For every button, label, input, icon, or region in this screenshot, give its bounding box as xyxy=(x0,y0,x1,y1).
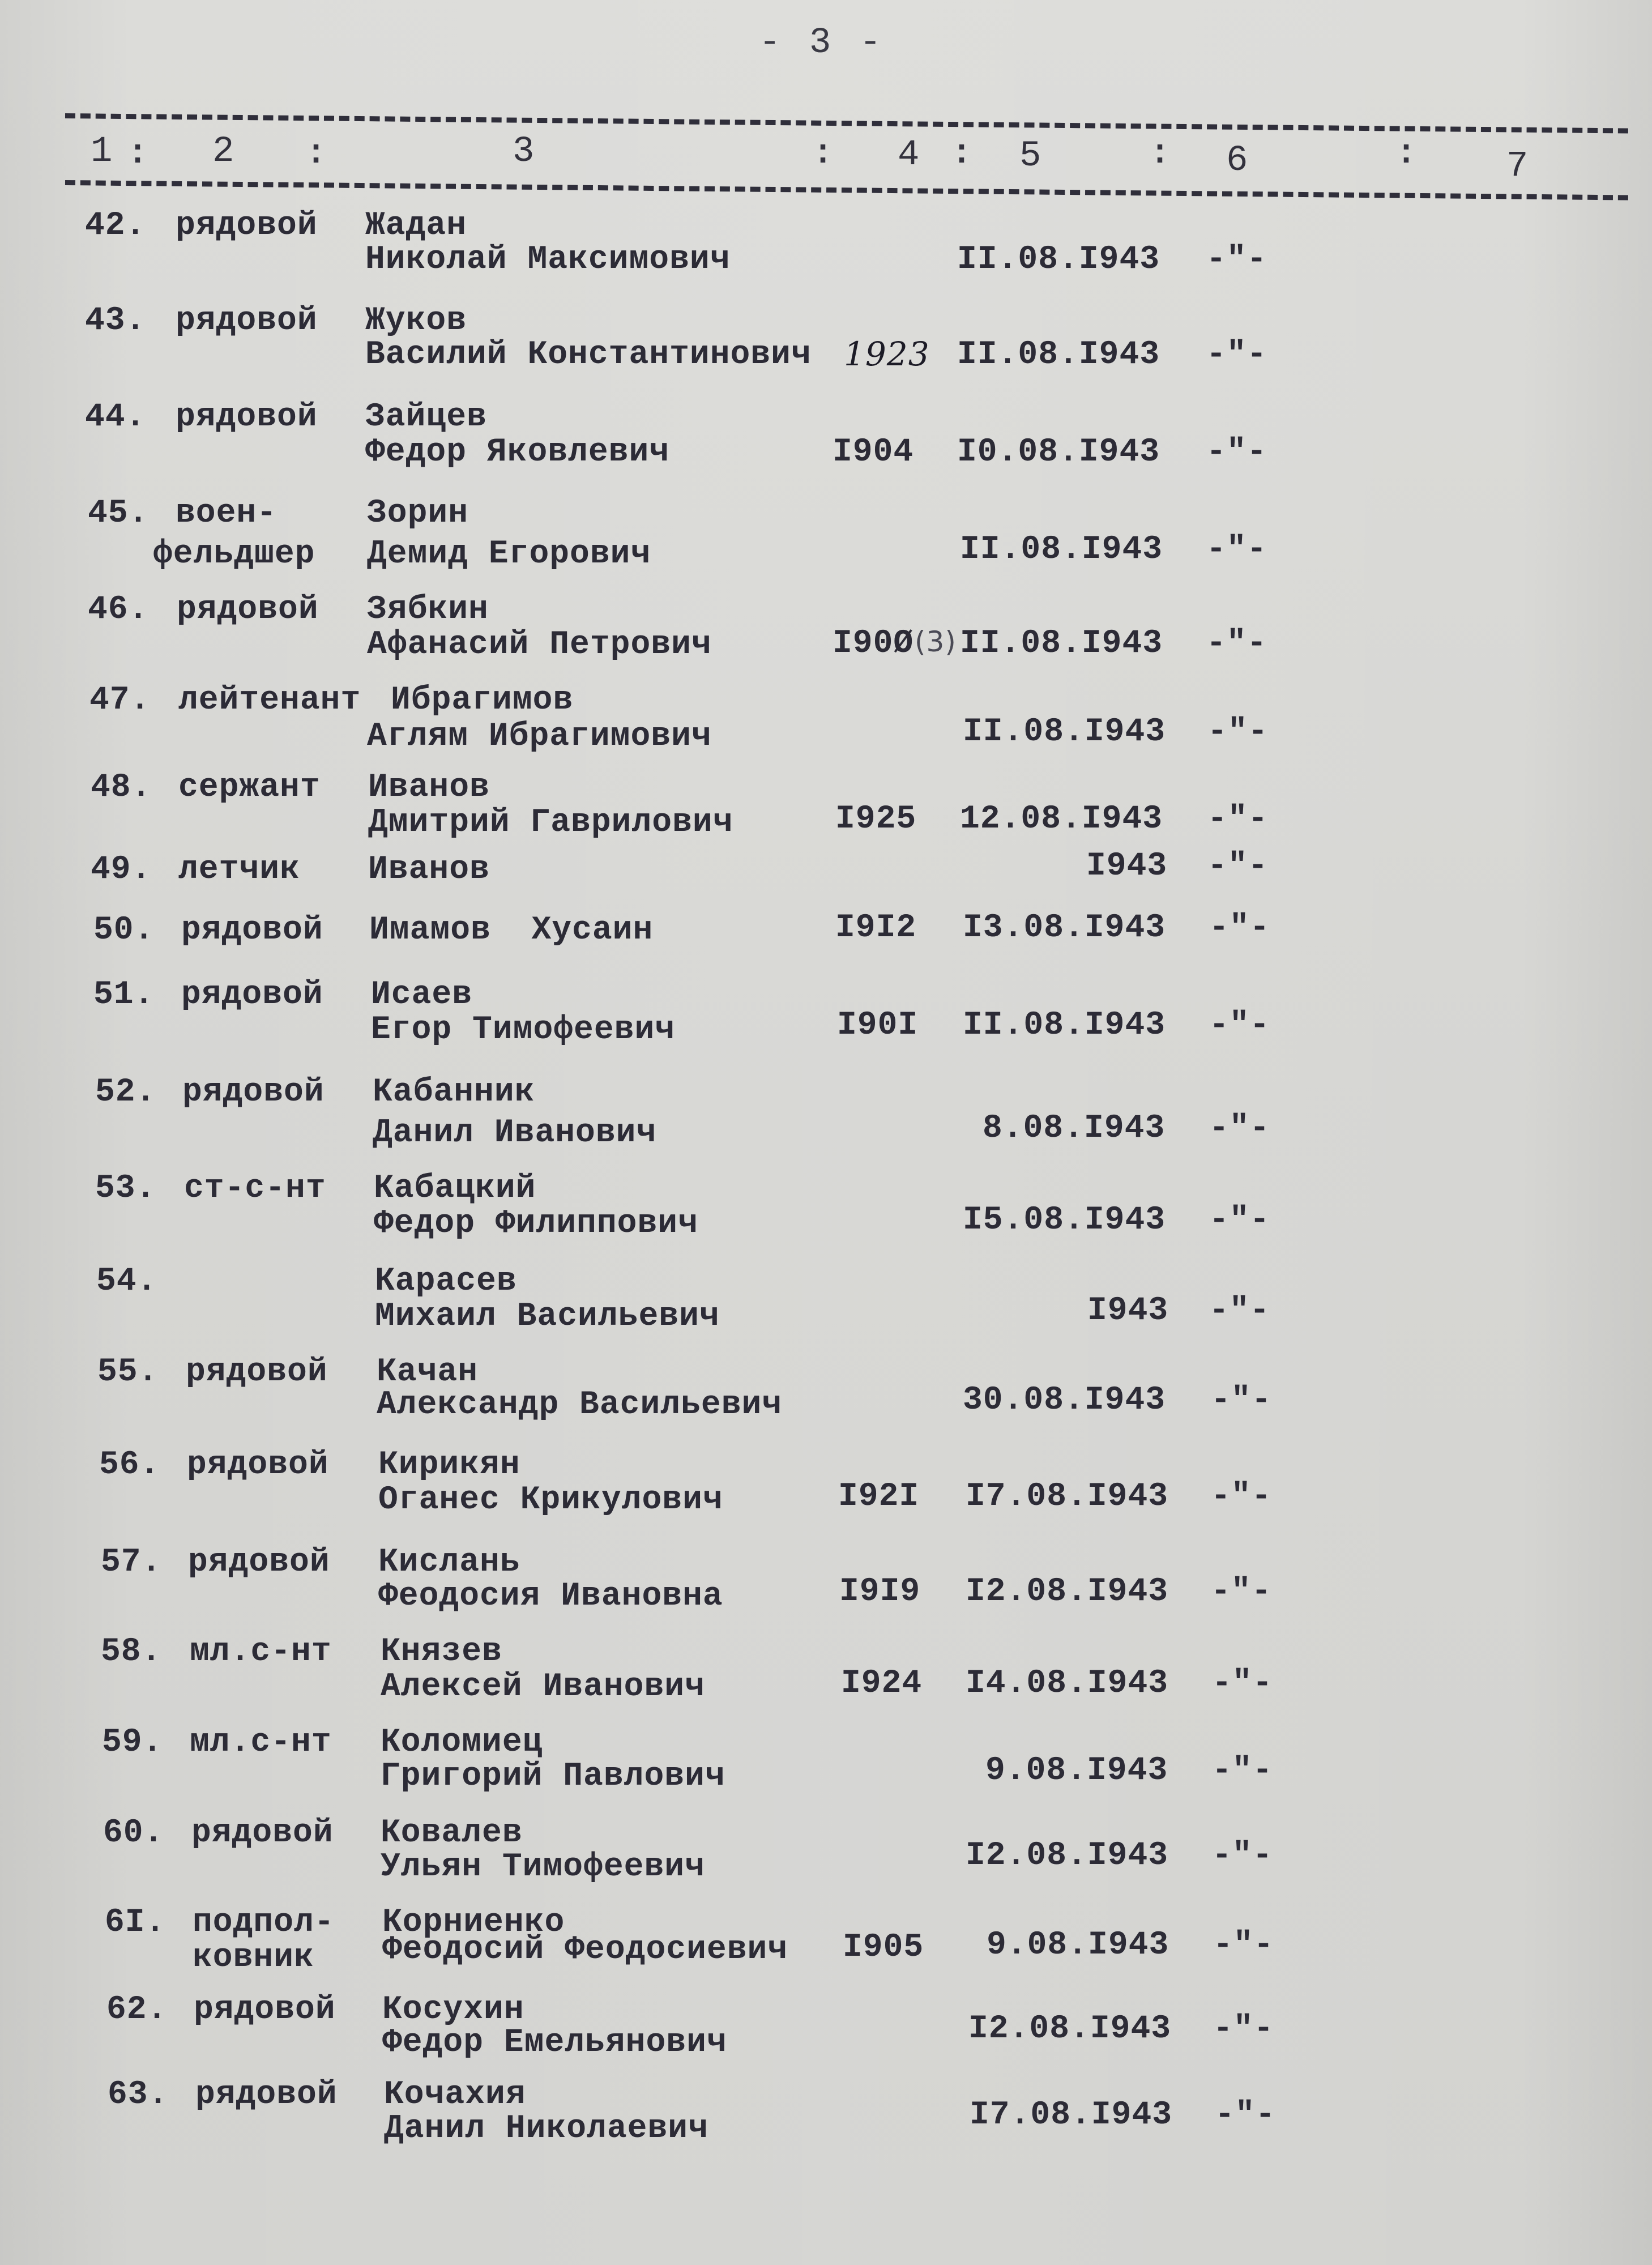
entry-birth-year: I92I xyxy=(838,1478,920,1515)
entry-rank: рядовой xyxy=(181,976,323,1013)
entry-surname: Кочахия xyxy=(384,2076,526,2113)
entry-number: 52. xyxy=(95,1074,156,1111)
entry-number: 45. xyxy=(88,495,149,532)
entry-rank-line2: фельдшер xyxy=(153,536,315,573)
entry-date: I2.08.I943 xyxy=(966,1573,1169,1610)
entry-number: 57. xyxy=(101,1544,162,1581)
entry-rank: рядовой xyxy=(176,207,318,244)
entry-rank: рядовой xyxy=(194,1991,336,2028)
entry-place-ditto: -"- xyxy=(1209,1007,1270,1044)
entry-date: I2.08.I943 xyxy=(968,2011,1172,2048)
entry-given-names: Федор Филиппович xyxy=(374,1205,698,1242)
entry-place-ditto: -"- xyxy=(1207,714,1269,750)
entry-surname: Имамов Хусаин xyxy=(369,912,654,949)
entry-place-ditto: -"- xyxy=(1212,1837,1273,1874)
entry-number: 6I. xyxy=(105,1904,166,1941)
entry-given-names: Федор Яковлевич xyxy=(365,434,670,471)
entry-birth-year-pencil-note: (3) xyxy=(915,625,957,658)
entry-date: II.08.I943 xyxy=(957,241,1160,278)
entry-number: 56. xyxy=(99,1447,160,1483)
entry-number: 60. xyxy=(103,1815,164,1852)
entry-number: 42. xyxy=(85,207,146,244)
entry-place-ditto: -"- xyxy=(1211,1573,1272,1610)
entry-surname: Карасев xyxy=(375,1263,517,1300)
entry-surname: Кабанник xyxy=(373,1074,535,1111)
entry-number: 51. xyxy=(93,976,155,1013)
entry-rank: воен- xyxy=(176,495,278,532)
entry-birth-year: I90Ø xyxy=(833,625,914,662)
header-rule-bottom xyxy=(65,180,1628,200)
entry-rank: рядовой xyxy=(177,591,319,628)
entry-date: I5.08.I943 xyxy=(963,1202,1166,1239)
entry-given-names: Оганес Крикулович xyxy=(378,1482,723,1518)
entry-number: 47. xyxy=(89,682,151,719)
entry-rank: рядовой xyxy=(187,1447,329,1483)
entry-surname: Ибрагимов xyxy=(391,682,574,719)
entry-surname: Кислань xyxy=(378,1544,520,1581)
entry-surname: Зябкин xyxy=(367,591,489,628)
entry-rank: летчик xyxy=(178,851,300,888)
column-header-1: 1 xyxy=(91,131,113,172)
entry-number: 43. xyxy=(85,302,146,339)
entry-place-ditto: -"- xyxy=(1206,625,1267,662)
entry-number: 58. xyxy=(101,1633,162,1670)
entry-surname: Иванов xyxy=(368,769,490,806)
column-separator: : xyxy=(813,135,834,173)
entry-surname: Иванов xyxy=(368,851,490,888)
column-separator: : xyxy=(127,135,148,173)
entry-surname: Косухин xyxy=(382,1991,524,2028)
entry-date: II.08.I943 xyxy=(957,336,1160,373)
entry-place-ditto: -"- xyxy=(1206,531,1267,568)
entry-given-names: Николай Максимович xyxy=(365,241,731,278)
entry-rank: рядовой xyxy=(176,302,318,339)
entry-birth-year-handwritten: 1923 xyxy=(844,335,930,373)
entry-date: II.08.I943 xyxy=(960,531,1163,568)
entry-place-ditto: -"- xyxy=(1211,1478,1272,1515)
entry-place-ditto: -"- xyxy=(1211,1382,1272,1419)
column-header-7: 7 xyxy=(1506,146,1529,187)
entry-given-names: Дмитрий Гаврилович xyxy=(368,804,733,841)
entry-birth-year: I924 xyxy=(841,1665,923,1702)
entry-rank-line2: ковник xyxy=(193,1939,314,1976)
entry-place-ditto: -"- xyxy=(1209,1202,1270,1239)
entry-number: 55. xyxy=(97,1354,159,1390)
entry-date: 8.08.I943 xyxy=(983,1110,1166,1147)
entry-given-names: Егор Тимофеевич xyxy=(371,1012,676,1048)
entry-surname: Зорин xyxy=(367,495,469,532)
entry-rank: лейтенант xyxy=(178,682,361,719)
entry-birth-year: I904 xyxy=(833,434,914,471)
entry-date: I0.08.I943 xyxy=(957,434,1160,471)
entry-rank: рядовой xyxy=(191,1815,334,1852)
entry-given-names: Демид Егорович xyxy=(367,536,651,573)
column-header-5: 5 xyxy=(1019,136,1041,177)
column-separator: : xyxy=(1150,135,1171,173)
entry-rank: рядовой xyxy=(186,1354,328,1390)
column-separator: : xyxy=(306,135,327,173)
entry-given-names: Василий Константинович xyxy=(365,336,812,373)
entry-place-ditto: -"- xyxy=(1206,434,1267,471)
entry-place-ditto: -"- xyxy=(1209,1110,1270,1147)
entry-place-ditto: -"- xyxy=(1215,2097,1276,2134)
entry-rank: подпол- xyxy=(193,1904,335,1941)
entry-given-names: Григорий Павлович xyxy=(381,1758,725,1795)
entry-number: 62. xyxy=(106,1991,168,2028)
entry-number: 48. xyxy=(91,769,152,806)
entry-date: I3.08.I943 xyxy=(963,910,1166,946)
entry-given-names: Федор Емельянович xyxy=(382,2024,727,2061)
entry-rank: рядовой xyxy=(176,399,318,436)
entry-surname: Ковалев xyxy=(381,1815,523,1852)
entry-date: I7.08.I943 xyxy=(966,1478,1169,1515)
entry-place-ditto: -"- xyxy=(1213,2011,1274,2048)
entry-date: 30.08.I943 xyxy=(963,1382,1166,1419)
entry-date: I4.08.I943 xyxy=(966,1665,1169,1702)
entry-given-names: Феодосий Феодосиевич xyxy=(382,1931,788,1968)
entry-given-names: Феодосия Ивановна xyxy=(378,1578,723,1615)
entry-number: 50. xyxy=(93,912,155,949)
entry-number: 54. xyxy=(96,1263,157,1300)
entry-rank: рядовой xyxy=(182,1074,325,1111)
entry-date: 9.08.I943 xyxy=(985,1752,1168,1789)
entry-place-ditto: -"- xyxy=(1212,1752,1273,1789)
entry-birth-year: I905 xyxy=(843,1929,924,1966)
entry-rank: мл.с-нт xyxy=(190,1724,332,1761)
entry-number: 63. xyxy=(108,2076,169,2113)
entry-date: I943 xyxy=(1086,848,1168,885)
entry-given-names: Алексей Иванович xyxy=(381,1669,705,1705)
entry-date: 12.08.I943 xyxy=(960,801,1163,838)
entry-place-ditto: -"- xyxy=(1209,910,1270,946)
entry-surname: Кирикян xyxy=(378,1447,520,1483)
entry-given-names: Афанасий Петрович xyxy=(367,626,712,663)
entry-given-names: Aглям Ибрагимович xyxy=(367,718,712,755)
entry-surname: Коломиец xyxy=(381,1724,543,1761)
entry-place-ditto: -"- xyxy=(1207,801,1269,838)
entry-surname: Жадан xyxy=(365,207,467,244)
entry-rank: рядовой xyxy=(188,1544,330,1581)
entry-number: 59. xyxy=(102,1724,163,1761)
entry-date: 9.08.I943 xyxy=(987,1927,1169,1964)
entry-rank: рядовой xyxy=(195,2076,338,2113)
column-separator: : xyxy=(1396,135,1417,173)
header-rule-top xyxy=(65,113,1628,133)
entry-surname: Жуков xyxy=(365,302,467,339)
entry-surname: Корниенко xyxy=(382,1904,565,1941)
entry-number: 53. xyxy=(95,1170,156,1207)
entry-date: II.08.I943 xyxy=(963,714,1166,750)
entry-birth-year: I925 xyxy=(835,801,917,838)
entry-date: I943 xyxy=(1087,1293,1169,1329)
entry-surname: Князев xyxy=(381,1633,502,1670)
entry-place-ditto: -"- xyxy=(1212,1665,1273,1702)
entry-rank: сержант xyxy=(178,769,321,806)
entry-place-ditto: -"- xyxy=(1206,241,1267,278)
entry-date: II.08.I943 xyxy=(960,625,1163,662)
entry-number: 49. xyxy=(91,851,152,888)
entry-birth-year: I90I xyxy=(837,1007,919,1044)
column-separator: : xyxy=(951,135,972,173)
page-number: - 3 - xyxy=(759,23,885,63)
column-header-3: 3 xyxy=(513,131,535,172)
entry-date: II.08.I943 xyxy=(963,1007,1166,1044)
column-header-4: 4 xyxy=(898,135,920,176)
entry-place-ditto: -"- xyxy=(1207,848,1269,885)
entry-place-ditto: -"- xyxy=(1206,336,1267,373)
entry-birth-year: I9I2 xyxy=(835,910,917,946)
entry-given-names: Данил Николаевич xyxy=(384,2110,708,2147)
entry-date: I2.08.I943 xyxy=(966,1837,1169,1874)
entry-surname: Зайцев xyxy=(365,399,487,436)
entry-given-names: Данил Иванович xyxy=(373,1115,657,1151)
entry-given-names: Ульян Тимофеевич xyxy=(381,1849,705,1886)
entry-surname: Кабацкий xyxy=(374,1170,536,1207)
entry-rank: мл.с-нт xyxy=(190,1633,332,1670)
entry-rank: рядовой xyxy=(181,912,323,949)
column-header-2: 2 xyxy=(212,131,234,172)
entry-rank: ст-с-нт xyxy=(184,1170,326,1207)
entry-number: 46. xyxy=(88,591,149,628)
entry-number: 44. xyxy=(85,399,146,436)
entry-surname: Качан xyxy=(377,1354,479,1390)
entry-place-ditto: -"- xyxy=(1213,1927,1274,1964)
entry-surname: Исаев xyxy=(371,976,473,1013)
column-header-6: 6 xyxy=(1226,140,1248,181)
entry-date: I7.08.I943 xyxy=(970,2097,1173,2134)
entry-given-names: Михаил Васильевич xyxy=(375,1298,720,1335)
entry-birth-year: I9I9 xyxy=(839,1573,921,1610)
entry-place-ditto: -"- xyxy=(1209,1293,1270,1329)
entry-given-names: Александр Васильевич xyxy=(377,1387,783,1423)
